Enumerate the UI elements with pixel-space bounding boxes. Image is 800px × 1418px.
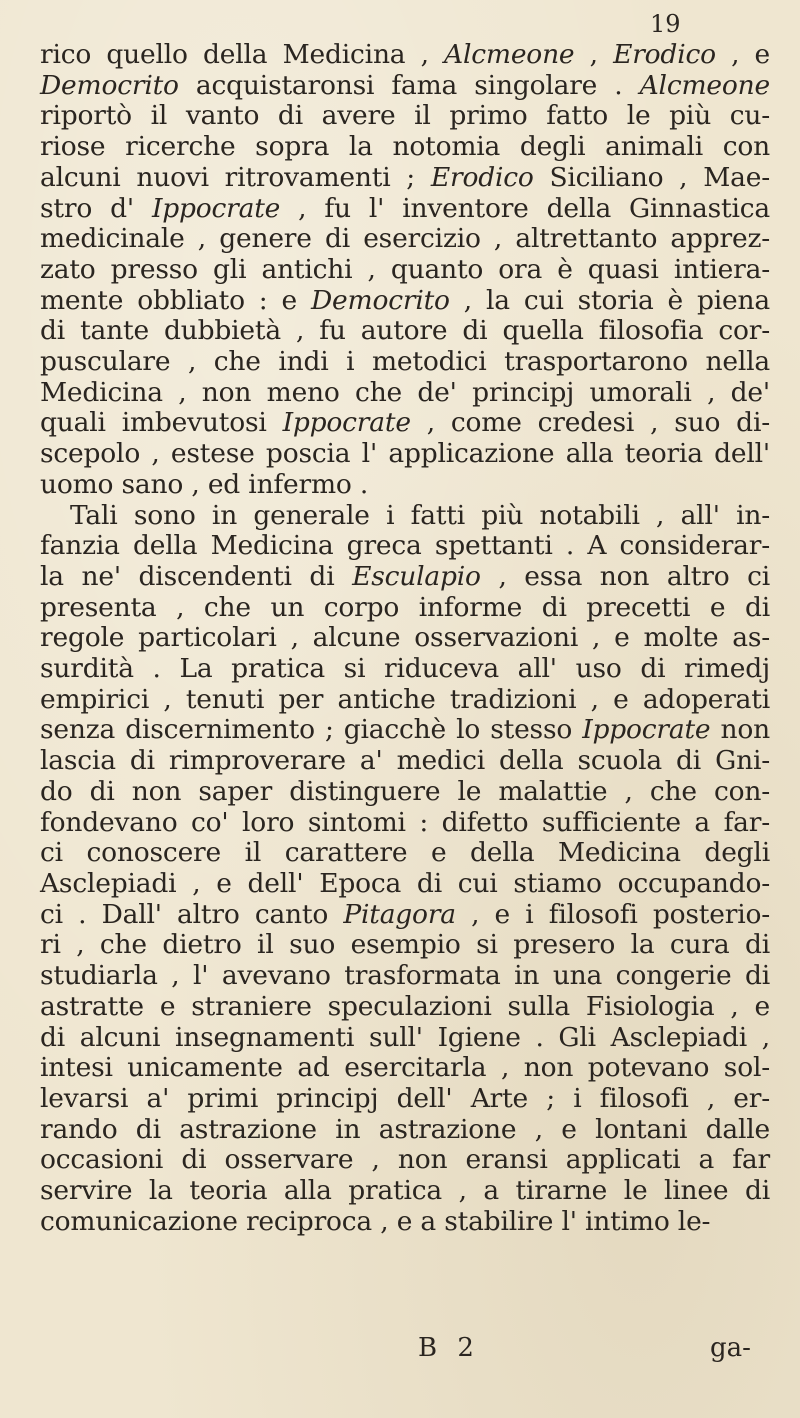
text-run: di alcuni insegnamenti sull' Igiene . Gli Asclepiadi , <box>40 1021 770 1053</box>
text-line <box>40 930 770 961</box>
text-line <box>40 685 770 716</box>
page-footer <box>0 1333 800 1365</box>
text-line <box>40 71 770 102</box>
text-run: Asclepiadi , e dell' Epoca di cui stiamo occupando- <box>40 867 770 899</box>
text-run: regole particolari , alcune osservazioni , e molte as- <box>40 622 770 654</box>
text-run: empirici , tenuti per antiche tradizioni , e adoperati <box>40 683 770 715</box>
italic-name: Ippocrate <box>582 714 711 746</box>
text-line <box>40 746 770 777</box>
body-text <box>40 40 770 1237</box>
text-run: surdità . La pratica si riduceva all' uso di rimedj <box>40 653 770 685</box>
italic-name: Erodico <box>613 39 716 70</box>
text-run: di tante dubbietà , fu autore di quella filosofia cor- <box>40 315 770 347</box>
text-run: pusculare , che indi i metodici trasportarono nella <box>40 346 770 378</box>
text-run: , come credesi , suo di- <box>410 407 770 439</box>
text-line <box>40 1207 770 1238</box>
text-run: medicinale , genere di esercizio , altrettanto apprez- <box>40 223 770 255</box>
text-line <box>40 470 770 501</box>
text-run: servire la teoria alla pratica , a tirarne le linee di <box>40 1175 770 1207</box>
text-line <box>40 194 770 225</box>
text-run: lascia di rimproverare a' medici della scuola di Gni- <box>40 745 770 777</box>
text-line <box>40 623 770 654</box>
italic-name: Democrito <box>40 69 179 101</box>
text-run: zato presso gli antichi , quanto ora è quasi intiera- <box>40 253 770 285</box>
catchword: ga- <box>710 1333 751 1363</box>
text-line <box>40 316 770 347</box>
text-run: intesi unicamente ad esercitarla , non potevano sol- <box>40 1052 770 1084</box>
text-run: Medicina , non meno che de' principj umorali , de' <box>40 376 770 408</box>
signature-mark: B 2 <box>418 1333 480 1363</box>
text-run: occasioni di osservare , non eransi applicati a far <box>40 1144 770 1176</box>
text-run: scepolo , estese poscia l' applicazione alla teoria dell' <box>40 438 770 470</box>
text-run: fanzia della Medicina greca spettanti . A considerar- <box>40 530 770 562</box>
text-line <box>40 1145 770 1176</box>
text-line <box>40 1176 770 1207</box>
text-run: senza discernimento ; giacchè lo stesso <box>40 714 583 746</box>
text-run: stro d' <box>40 192 152 224</box>
text-run: alcuni nuovi ritrovamenti ; <box>40 161 431 193</box>
text-run: fondevano co' loro sintomi : difetto sufficiente a far- <box>40 806 770 838</box>
text-line <box>40 562 770 593</box>
text-line <box>40 501 770 532</box>
text-run: la ne' discendenti di <box>40 560 353 592</box>
text-run: presenta , che un corpo informe di precetti e di <box>40 591 770 623</box>
text-line <box>40 531 770 562</box>
italic-name: Ippocrate <box>282 407 411 439</box>
page-number: 19 <box>650 10 681 38</box>
text-line <box>40 1053 770 1084</box>
text-line <box>40 593 770 624</box>
italic-name: Pitagora <box>343 898 456 930</box>
text-run: quali imbevutosi <box>40 407 283 439</box>
text-run: comunicazione reciproca , e a stabilire l' intimo le- <box>40 1205 711 1237</box>
text-line <box>40 838 770 869</box>
italic-name: Alcmeone <box>639 69 770 101</box>
text-run: , <box>574 39 614 70</box>
text-line <box>40 224 770 255</box>
text-run: ci . Dall' altro canto <box>40 898 344 930</box>
text-run: riportò il vanto di avere il primo fatto le più cu- <box>40 100 770 132</box>
text-line <box>40 1084 770 1115</box>
text-run: , essa non altro ci <box>480 560 770 592</box>
text-run: levarsi a' primi principj dell' Arte ; i filosofi , er- <box>40 1082 770 1114</box>
text-line <box>40 654 770 685</box>
text-run: , fu l' inventore della Ginnastica <box>280 192 770 224</box>
text-line <box>40 40 770 71</box>
text-line <box>40 101 770 132</box>
text-run: , e <box>715 39 770 70</box>
italic-name: Erodico <box>430 161 534 193</box>
text-line <box>40 777 770 808</box>
text-line <box>40 408 770 439</box>
text-run: astratte e straniere speculazioni sulla Fisiologia , e <box>40 990 770 1022</box>
text-run: uomo sano , ed infermo . <box>40 468 369 500</box>
text-run: , la cui storia è piena <box>449 284 771 316</box>
text-run: , e i filosofi posterio- <box>455 898 770 930</box>
text-run: rico quello della Medicina , <box>40 39 445 70</box>
text-run: do di non saper distinguere le malattie , che con- <box>40 775 770 807</box>
text-run: ri , che dietro il suo esempio si presero la cura di <box>40 929 770 961</box>
text-line <box>40 869 770 900</box>
text-run: riose ricerche sopra la notomia degli animali con <box>40 131 770 163</box>
text-line <box>40 163 770 194</box>
text-run: studiarla , l' avevano trasformata in una congerie di <box>40 960 770 992</box>
text-line <box>40 439 770 470</box>
text-run: Siciliano , Mae- <box>533 161 770 193</box>
text-line <box>40 1115 770 1146</box>
italic-name: Esculapio <box>352 560 481 592</box>
text-line <box>40 378 770 409</box>
text-line <box>40 900 770 931</box>
text-line <box>40 1023 770 1054</box>
italic-name: Alcmeone <box>444 39 575 70</box>
text-line <box>40 132 770 163</box>
text-run: ci conoscere il carattere e della Medicina degli <box>40 837 770 869</box>
italic-name: Ippocrate <box>151 192 281 224</box>
text-line <box>40 808 770 839</box>
text-run: acquistaronsi fama singolare . <box>178 69 640 101</box>
text-run: non <box>710 714 770 746</box>
text-line <box>40 992 770 1023</box>
text-line <box>40 347 770 378</box>
text-run: rando di astrazione in astrazione , e lontani dalle <box>40 1113 770 1145</box>
text-run: mente obbliato : e <box>40 284 311 316</box>
text-line <box>40 255 770 286</box>
text-run: Tali sono in generale i fatti più notabili , all' in- <box>70 499 770 531</box>
text-line <box>40 961 770 992</box>
italic-name: Democrito <box>311 284 450 316</box>
text-line <box>40 286 770 317</box>
text-line <box>40 715 770 746</box>
